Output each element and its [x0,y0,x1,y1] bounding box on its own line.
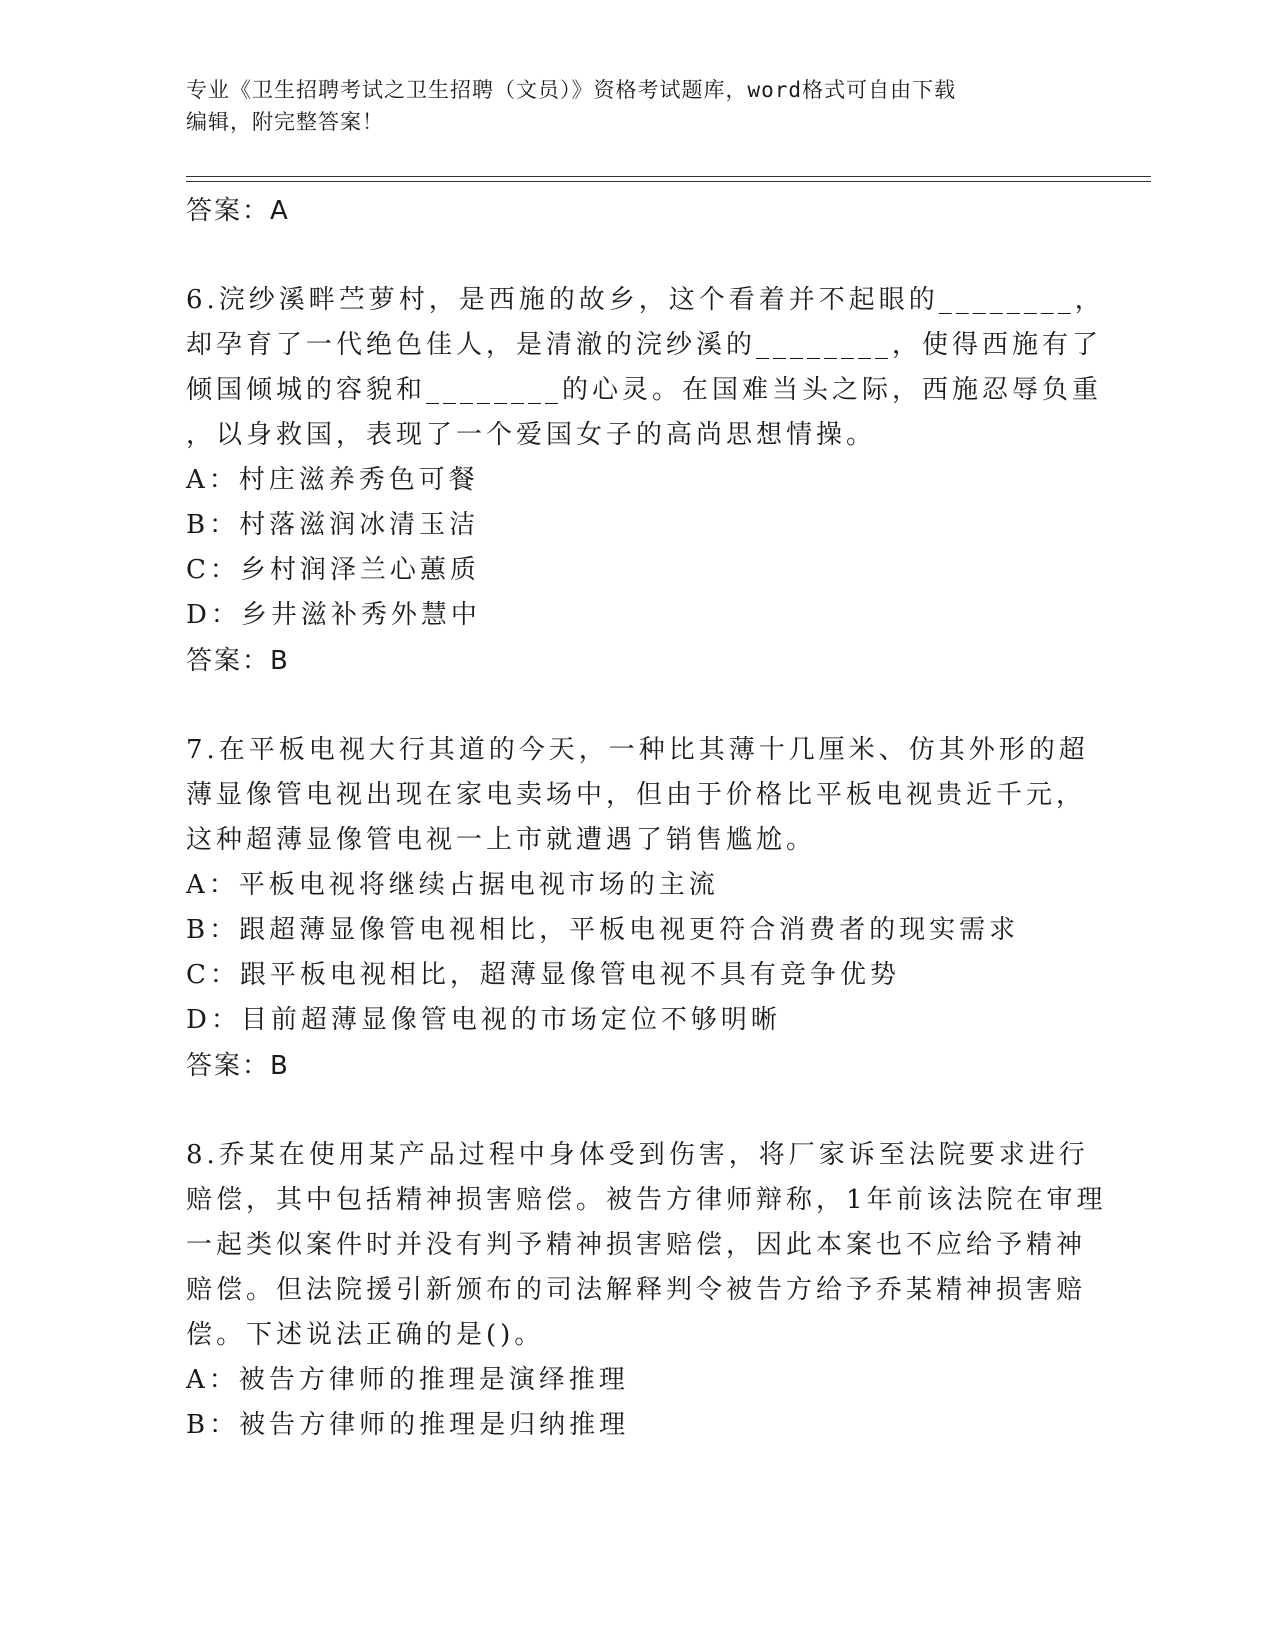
question-7-option-d: D：目前超薄显像管电视的市场定位不够明晰 [186,1005,781,1035]
question-6-option-b: B：村落滋润冰清玉洁 [186,510,480,540]
question-6-option-a: A：村庄滋养秀色可餐 [186,465,479,495]
spacer [186,234,1086,278]
question-7-option-a: A：平板电视将继续占据电视市场的主流 [186,870,719,900]
question-6-line: 却孕育了一代绝色佳人，是清澈的浣纱溪的________，使得西施有了 [186,330,1103,360]
spacer [186,1089,1086,1133]
header-line-1: 专业《卫生招聘考试之卫生招聘（文员）》资格考试题库，word格式可自由下载 [186,78,957,102]
question-8-option-a: A：被告方律师的推理是演绎推理 [186,1365,629,1395]
answer-q7: 答案：B [186,1051,290,1081]
answer-q5: 答案：A [186,196,290,226]
answer-q6: 答案：B [186,646,290,676]
question-7-line: 这种超薄显像管电视一上市就遭遇了销售尴尬。 [186,825,817,855]
question-6-line: 倾国倾城的容貌和________的心灵。在国难当头之际，西施忍辱负重 [186,375,1103,405]
question-8-line: 赔偿。但法院援引新颁布的司法解释判令被告方给予乔某精神损害赔 [186,1275,1087,1305]
question-8-line: 一起类似案件时并没有判予精神损害赔偿，因此本案也不应给予精神 [186,1230,1087,1260]
question-8 [186,1133,1107,1448]
question-7-option-b: B：跟超薄显像管电视相比，平板电视更符合消费者的现实需求 [186,915,1020,945]
question-8-line: 8.乔某在使用某产品过程中身体受到伤害，将厂家诉至法院要求进行 [186,1140,1089,1170]
question-7-line: 薄显像管电视出现在家电卖场中，但由于价格比平板电视贵近千元， [186,780,1087,810]
question-7-line: 7.在平板电视大行其道的今天，一种比其薄十几厘米、仿其外形的超 [186,735,1089,765]
question-6-option-c: C：乡村润泽兰心蕙质 [186,555,480,585]
document-header [186,74,1066,138]
header-divider-bottom [186,181,1151,182]
question-6-line: ，以身救国，表现了一个爱国女子的高尚思想情操。 [186,420,877,450]
question-6-option-d: D：乡井滋补秀外慧中 [186,600,481,630]
question-6-line: 6.浣纱溪畔苎萝村，是西施的故乡，这个看着并不起眼的________， [186,285,1105,315]
question-8-option-b: B：被告方律师的推理是归纳推理 [186,1410,630,1440]
question-7-option-c: C：跟平板电视相比，超薄显像管电视不具有竞争优势 [186,960,900,990]
spacer [186,684,1086,728]
header-line-2: 编辑，附完整答案！ [186,110,384,134]
question-7 [186,728,1089,1089]
header-divider-top [186,176,1151,177]
question-8-line: 赔偿，其中包括精神损害赔偿。被告方律师辩称，1年前该法院在审理 [186,1185,1107,1215]
question-6 [186,278,1105,684]
question-content [186,188,1107,1448]
question-8-line: 偿。下述说法正确的是()。 [186,1320,545,1350]
